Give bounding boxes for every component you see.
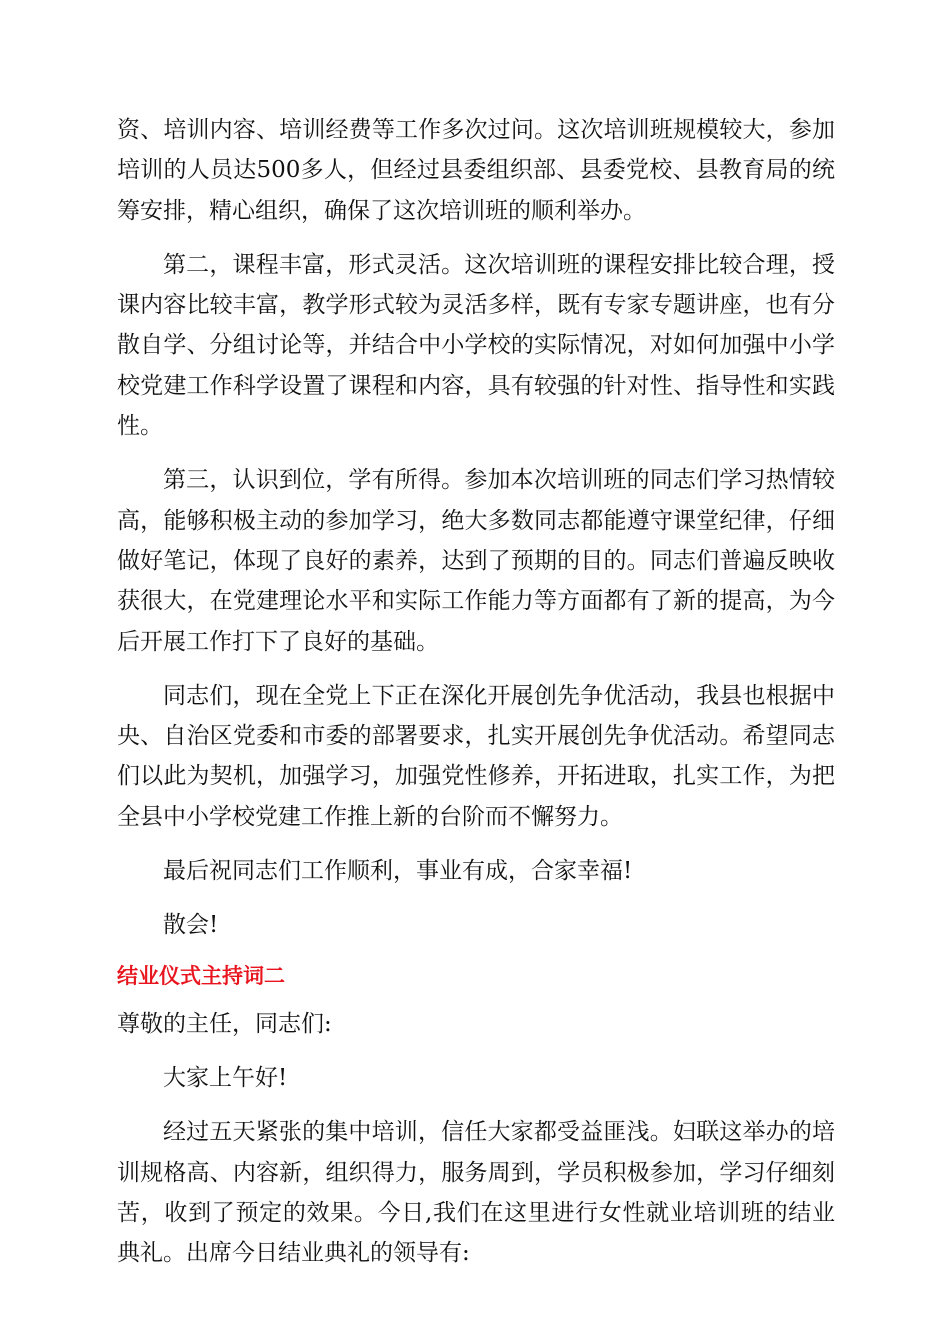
paragraph-second-point: 第二，课程丰富，形式灵活。这次培训班的课程安排比较合理，授课内容比较丰富，教学形式较为灵活多样，既有专家专题讲座，也有分散自学、分组讨论等，并结合中小学校的实际情况，对如何加强中小学校党建工作科学设置了课程和内容，具有较强的针对性、指导性和实践性。 [117,251,835,440]
paragraph-call-to-action: 同志们，现在全党上下正在深化开展创先争优活动，我县也根据中央、自治区党委和市委的部署要求，扎实开展创先争优活动。希望同志们以此为契机，加强学习，加强党性修养，开拓进取，扎实工作，为把全县中小学校党建工作推上新的台阶而不懈努力。 [117,682,835,830]
paragraph-opening-remarks: 经过五天紧张的集中培训，信任大家都受益匪浅。妇联这举办的培训规格高、内容新，组织得力，服务周到，学员积极参加，学习仔细刻苦，收到了预定的效果。今日,我们在这里进行女性就业培训班的结业典礼。出席今日结业典礼的领导有: [117,1119,835,1267]
salutation: 尊敬的主任，同志们: [117,1010,332,1037]
section-heading: 结业仪式主持词二 [117,963,285,988]
paragraph-third-point: 第三，认识到位，学有所得。参加本次培训班的同志们学习热情较高，能够积极主动的参加学习，绝大多数同志都能遵守课堂纪律，仔细做好笔记，体现了良好的素养，达到了预期的目的。同志们普遍反映收获很大，在党建理论水平和实际工作能力等方面都有了新的提高，为今后开展工作打下了良好的基础。 [117,467,835,655]
greeting: 大家上午好! [163,1064,288,1091]
paragraph-continuation: 资、培训内容、培训经费等工作多次过问。这次培训班规模较大，参加培训的人员达500多人，但经过县委组织部、县委党校、县教育局的统筹安排，精心组织，确保了这次培训班的顺利举办。 [117,117,835,224]
paragraph-adjourn: 散会! [163,912,219,939]
document-body [117,110,835,1273]
paragraph-best-wishes: 最后祝同志们工作顺利，事业有成，合家幸福! [163,858,633,885]
